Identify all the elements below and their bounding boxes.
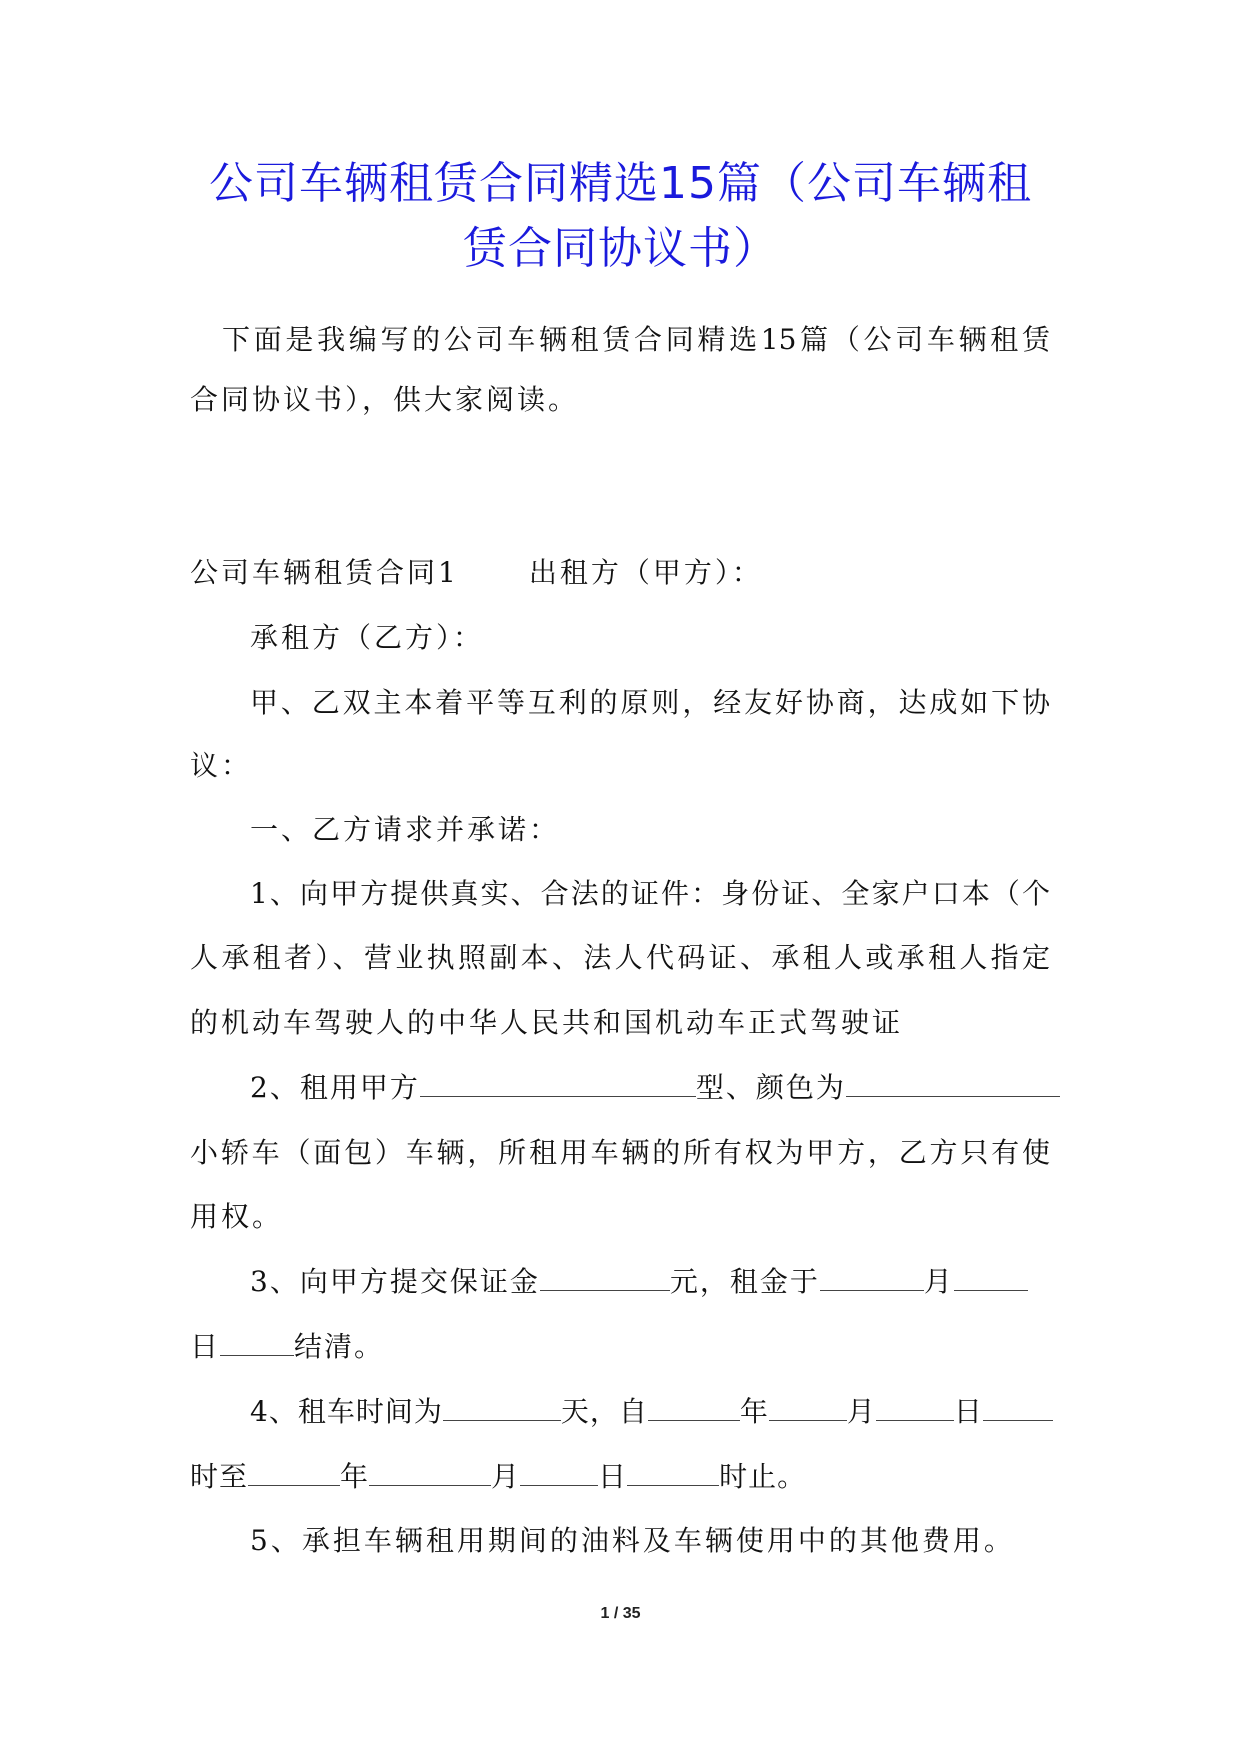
- document-title-line-2: 赁合同协议书）: [463, 223, 778, 274]
- item-1-line-3: 的机动车驾驶人的中华人民共和国机动车正式驾驶证: [190, 1006, 904, 1039]
- intro-line-2: 合同协议书），供大家阅读。: [190, 383, 580, 416]
- agreement-line-1: 甲、乙双主本着平等互利的原则，经友好协商，达成如下协: [250, 686, 1050, 719]
- end-year-blank[interactable]: [248, 1459, 340, 1486]
- intro-line-1: 下面是我编写的公司车辆租赁合同精选15篇（公司车辆租赁: [222, 323, 1050, 356]
- vehicle-color-blank[interactable]: [846, 1070, 1060, 1097]
- rent-day-blank[interactable]: [954, 1264, 1028, 1291]
- start-hour-blank[interactable]: [983, 1394, 1053, 1421]
- item-4-text-i: 日: [598, 1460, 628, 1493]
- item-3-line-1: [250, 1262, 1050, 1302]
- end-month-blank[interactable]: [369, 1459, 491, 1486]
- end-day-blank[interactable]: [520, 1459, 598, 1486]
- item-1-line-2: 人承租者）、营业执照副本、法人代码证、承租人或承租人指定: [190, 941, 1050, 974]
- page-number: 1 / 35: [600, 1605, 641, 1622]
- start-day-blank[interactable]: [876, 1394, 954, 1421]
- item-2-line-1: [250, 1068, 1050, 1108]
- item-4-text-h: 月: [491, 1460, 521, 1493]
- section-1-heading: 一、乙方请求并承诺：: [250, 813, 561, 846]
- item-4-text-j: 时止。: [719, 1460, 807, 1493]
- deposit-blank[interactable]: [540, 1264, 670, 1291]
- rental-days-blank[interactable]: [443, 1394, 561, 1421]
- item-2-text-b: 型、颜色为: [695, 1071, 846, 1104]
- rent-day-continued-blank[interactable]: [220, 1329, 294, 1356]
- item-4-text-d: 月: [846, 1395, 876, 1428]
- item-4-text-b: 天，自: [560, 1395, 648, 1428]
- item-5: 5、承担车辆租用期间的油料及车辆使用中的其他费用。: [250, 1524, 1015, 1557]
- lessee-label: 承租方（乙方）：: [250, 621, 485, 654]
- contract-heading-row: [190, 553, 1050, 593]
- item-1-line-1: 1、向甲方提供真实、合法的证件：身份证、全家户口本（个: [250, 877, 1050, 910]
- item-2-line-2: 小轿车（面包）车辆，所租用车辆的所有权为甲方，乙方只有使: [190, 1136, 1050, 1169]
- rent-month-blank[interactable]: [820, 1264, 924, 1291]
- item-3-text-e: 结清。: [294, 1330, 385, 1363]
- end-hour-blank[interactable]: [627, 1459, 719, 1486]
- item-3-text-d: 日: [190, 1330, 221, 1363]
- item-3-text-b: 元，租金于: [669, 1265, 820, 1298]
- item-2-line-3: 用权。: [190, 1200, 284, 1233]
- item-4-text-g: 年: [340, 1460, 370, 1493]
- item-2-text-a: 2、租用甲方: [250, 1071, 420, 1104]
- lessor-label: 出租方（甲方）：: [528, 556, 763, 589]
- vehicle-model-blank[interactable]: [420, 1070, 696, 1097]
- item-3-line-2: [190, 1327, 1050, 1367]
- item-4-line-2: [190, 1457, 1050, 1497]
- item-4-text-c: 年: [739, 1395, 769, 1428]
- agreement-line-2: 议：: [190, 749, 253, 782]
- item-4-text-f: 时至: [190, 1460, 249, 1493]
- document-title-line-1: 公司车辆租赁合同精选15篇（公司车辆租: [209, 158, 1032, 209]
- start-year-blank[interactable]: [648, 1394, 740, 1421]
- contract-heading: 公司车辆租赁合同1: [190, 556, 459, 589]
- item-4-text-e: 日: [953, 1395, 983, 1428]
- item-4-text-a: 4、租车时间为: [250, 1395, 443, 1428]
- item-3-text-a: 3、向甲方提交保证金: [250, 1265, 540, 1298]
- start-month-blank[interactable]: [769, 1394, 847, 1421]
- item-4-line-1: [250, 1392, 1050, 1432]
- item-3-text-c: 月: [923, 1265, 954, 1298]
